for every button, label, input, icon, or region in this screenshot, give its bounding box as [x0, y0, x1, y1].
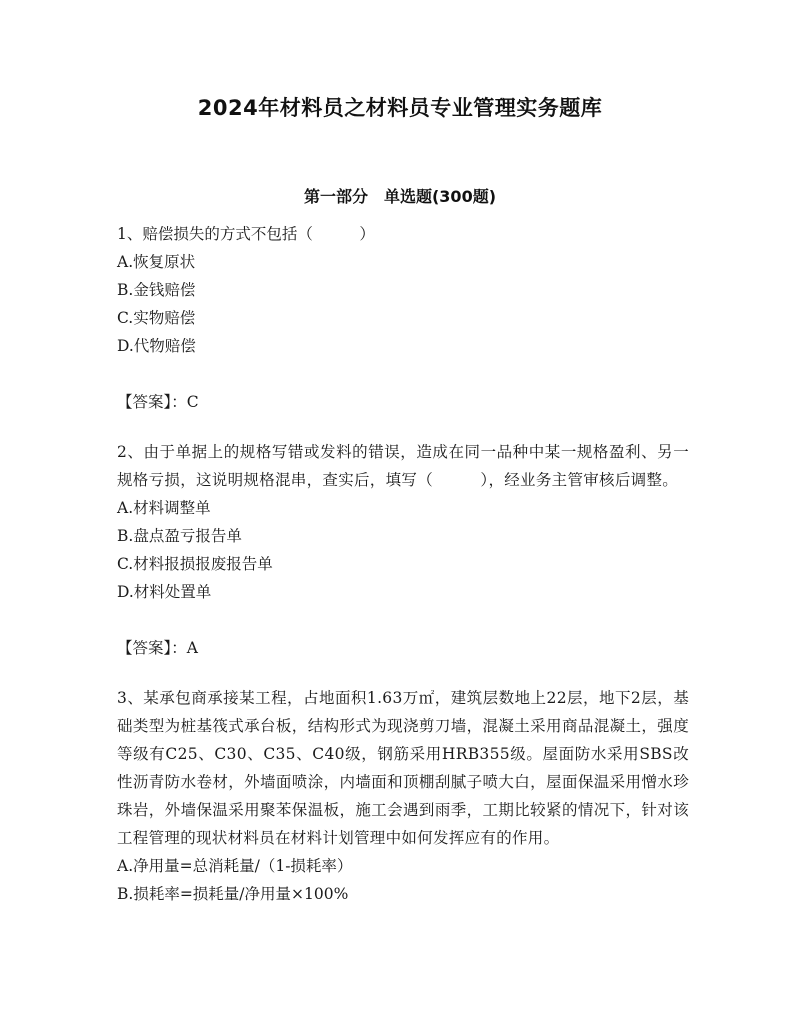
- question-2: [117, 438, 689, 662]
- question-stem: 1、赔偿损失的方式不包括（ ）: [117, 225, 375, 243]
- option-b: B.盘点盈亏报告单: [117, 527, 242, 545]
- option-a: A.恢复原状: [117, 253, 196, 271]
- option-d: D.材料处置单: [117, 583, 212, 601]
- document-title: 2024年材料员之材料员专业管理实务题库: [197, 96, 603, 120]
- question-stem: 2、由于单据上的规格写错或发料的错误，造成在同一品种中某一规格盈利、另一规格亏损，这说明规格混串，查实后，填写（ ），经业务主管审核后调整。: [117, 443, 689, 489]
- option-c: C.材料报损报废报告单: [117, 555, 273, 573]
- question-1: [117, 220, 689, 416]
- option-c: C.实物赔偿: [117, 309, 196, 327]
- question-3: [117, 684, 689, 908]
- answer-label: 【答案】：A: [117, 639, 198, 657]
- question-stem: 3、某承包商承接某工程，占地面积1.63万㎡，建筑层数地上22层，地下2层，基础类型为桩基筏式承台板，结构形式为现浇剪刀墙，混凝土采用商品混凝土，强度等级有C25、C30、C35、C40级，钢筋采用HRB355级。屋面防水采用SBS改性沥青防水卷材，外墙面喷涂，内墙面和顶棚刮腻子喷大白，屋面保温采用憎水珍珠岩，外墙保温采用聚苯保温板，施工会遇到雨季，工期比较紧的情况下，针对该工程管理的现状材料员在材料计划管理中如何发挥应有的作用。: [117, 689, 689, 847]
- option-b: B.损耗率=损耗量/净用量×100%: [117, 885, 349, 903]
- option-a: A.材料调整单: [117, 499, 211, 517]
- option-a: A.净用量=总消耗量/（1-损耗率）: [117, 857, 353, 875]
- question-list: [117, 220, 689, 908]
- answer-label: 【答案】：C: [117, 393, 199, 411]
- option-b: B.金钱赔偿: [117, 281, 196, 299]
- section-heading: 第一部分 单选题(300题): [303, 187, 497, 206]
- option-d: D.代物赔偿: [117, 337, 196, 355]
